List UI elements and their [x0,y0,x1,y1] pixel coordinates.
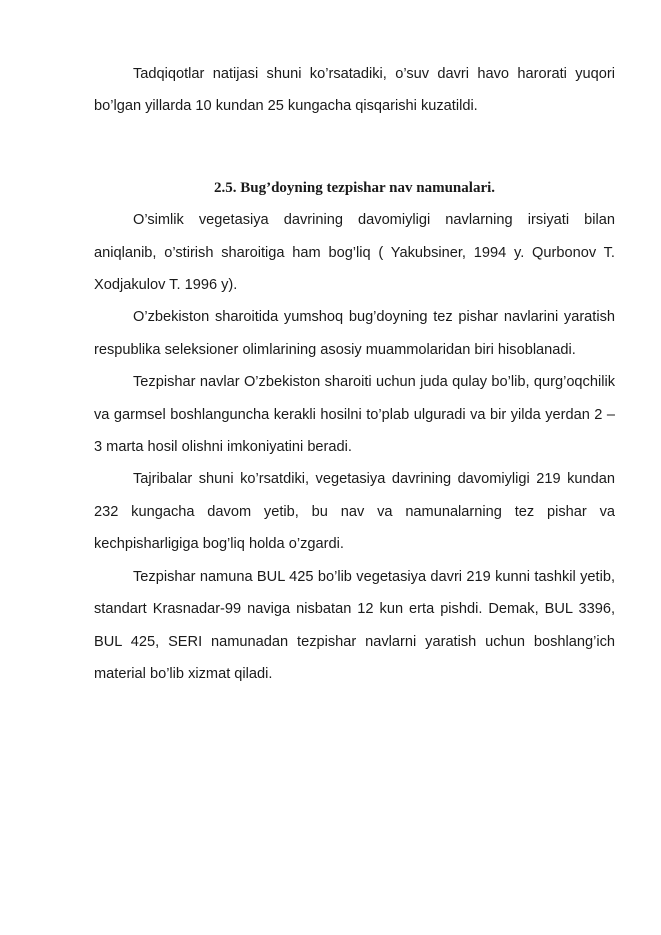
body-paragraph-2: O’zbekiston sharoitida yumshoq bug’doyning tez pishar navlarini yaratish respublika seleksioner olimlarining asosiy muammolaridan biri hisoblanadi. [94,309,615,358]
section-heading: 2.5. Bug’doyning tezpishar nav namunalari. [213,179,496,196]
body-paragraph-4: Tajribalar shuni ko’rsatdiki, vegetasiya davrining davomiyligi 219 kundan 232 kungacha davom yetib, bu nav va namunalarning tez pishar va kechpisharligiga bog’liq holda o’zgardi. [94,471,615,553]
document-body [94,58,615,690]
intro-paragraph: Tadqiqotlar natijasi shuni ko’rsatadiki, o’suv davri havo harorati yuqori bo’lgan yillarda 10 kundan 25 kungacha qisqarishi kuzatildi. [94,66,615,115]
body-paragraph-1: O’simlik vegetasiya davrining davomiyligi navlarning irsiyati bilan aniqlanib, o’stirish sharoitiga ham bog’liq ( Yakubsiner, 1994 y. Qurbonov T. Xodjakulov T. 1996 y). [94,212,615,294]
section-spacer [94,123,615,172]
body-paragraph-3: Tezpishar navlar O’zbekiston sharoiti uchun juda qulay bo’lib, qurg’oqchilik va garmsel boshlanguncha kerakli hosilni to’plab ulguradi va bir yilda yerdan 2 – 3 marta hosil olishni imkoniyatini beradi. [94,374,615,456]
body-paragraph-5: Tezpishar namuna BUL 425 bo’lib vegetasiya davri 219 kunni tashkil yetib, standart Krasnadar-99 naviga nisbatan 12 kun erta pishdi. Demak, BUL 3396, BUL 425, SERI namunadan tezpishar navlarni yaratish uchun boshlang’ich material bo’lib xizmat qiladi. [94,568,615,682]
